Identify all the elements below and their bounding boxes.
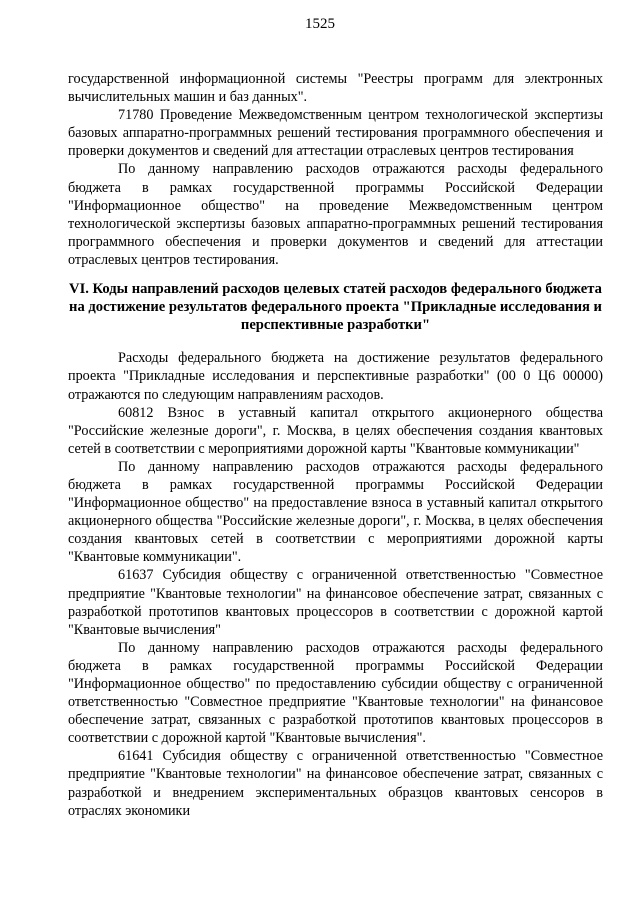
bottom-paragraphs: [68, 349, 603, 819]
paragraph-continuation: государственной информационной системы "Реестры программ для электронных вычислительных машин и баз данных".: [68, 71, 603, 106]
paragraph-71780-description: По данному направлению расходов отражаются расходы федерального бюджета в рамках государственной программы Российской Федерации "Информационное общество" на проведение Межведомственным центром технологической экспертизы базовых аппаратно-программных решений тестирования программного обеспечения и проверки документов и сведений для аттестации отраслевых центров тестирования.: [68, 161, 603, 268]
page-number: 1525: [305, 16, 335, 32]
top-paragraphs: [68, 70, 603, 269]
section-heading: VI. Коды направлений расходов целевых статей расходов федерального бюджета на достижение результатов федерального проекта "Прикладные исследования и перспективные разработки": [69, 281, 602, 334]
paragraph-code-71780: 71780 Проведение Межведомственным центром технологической экспертизы базовых аппаратно-программных решений тестирования программного обеспечения и проверки документов и сведений для аттестации отраслевых центров тестирования: [68, 107, 603, 160]
section-heading-block: [68, 280, 603, 334]
page-content: [68, 70, 603, 820]
paragraph-code-61641: 61641 Субсидия обществу с ограниченной ответственностью "Совместное предприятие "Квантовые технологии" на финансовое обеспечение затрат, связанных с разработкой и внедрением экспериментальных образцов квантовых сенсоров в отраслях экономики: [68, 748, 603, 819]
paragraph-section-intro: Расходы федерального бюджета на достижение результатов федерального проекта "Прикладные исследования и перспективные разработки" (00 0 Ц6 00000) отражаются по следующим направлениям расходов.: [68, 350, 603, 403]
paragraph-code-61637: 61637 Субсидия обществу с ограниченной ответственностью "Совместное предприятие "Квантовые технологии" на финансовое обеспечение затрат, связанных с разработкой прототипов квантовых процессоров в соответствии с дорожной картой "Квантовые вычисления": [68, 567, 603, 638]
paragraph-code-60812: 60812 Взнос в уставный капитал открытого акционерного общества "Российские железные дороги", г. Москва, в целях обеспечения создания квантовых сетей в соответствии с мероприятиями дорожной карты "Квантовые коммуникации": [68, 404, 603, 457]
paragraph-60812-description: По данному направлению расходов отражаются расходы федерального бюджета в рамках государственной программы Российской Федерации "Информационное общество" на предоставление взноса в уставный капитал открытого акционерного общества "Российские железные дороги", г. Москва, в целях обеспечения создания квантовых сетей в соответствии с мероприятиями дорожной карты "Квантовые коммуникации".: [68, 458, 603, 566]
paragraph-61637-description: По данному направлению расходов отражаются расходы федерального бюджета в рамках государственной программы Российской Федерации "Информационное общество" по предоставлению субсидии обществу с ограниченной ответственностью "Совместное предприятие "Квантовые технологии" на финансовое обеспечение затрат, связанных с разработкой прототипов квантовых процессоров в соответствии с дорожной картой "Квантовые вычисления".: [68, 639, 603, 747]
